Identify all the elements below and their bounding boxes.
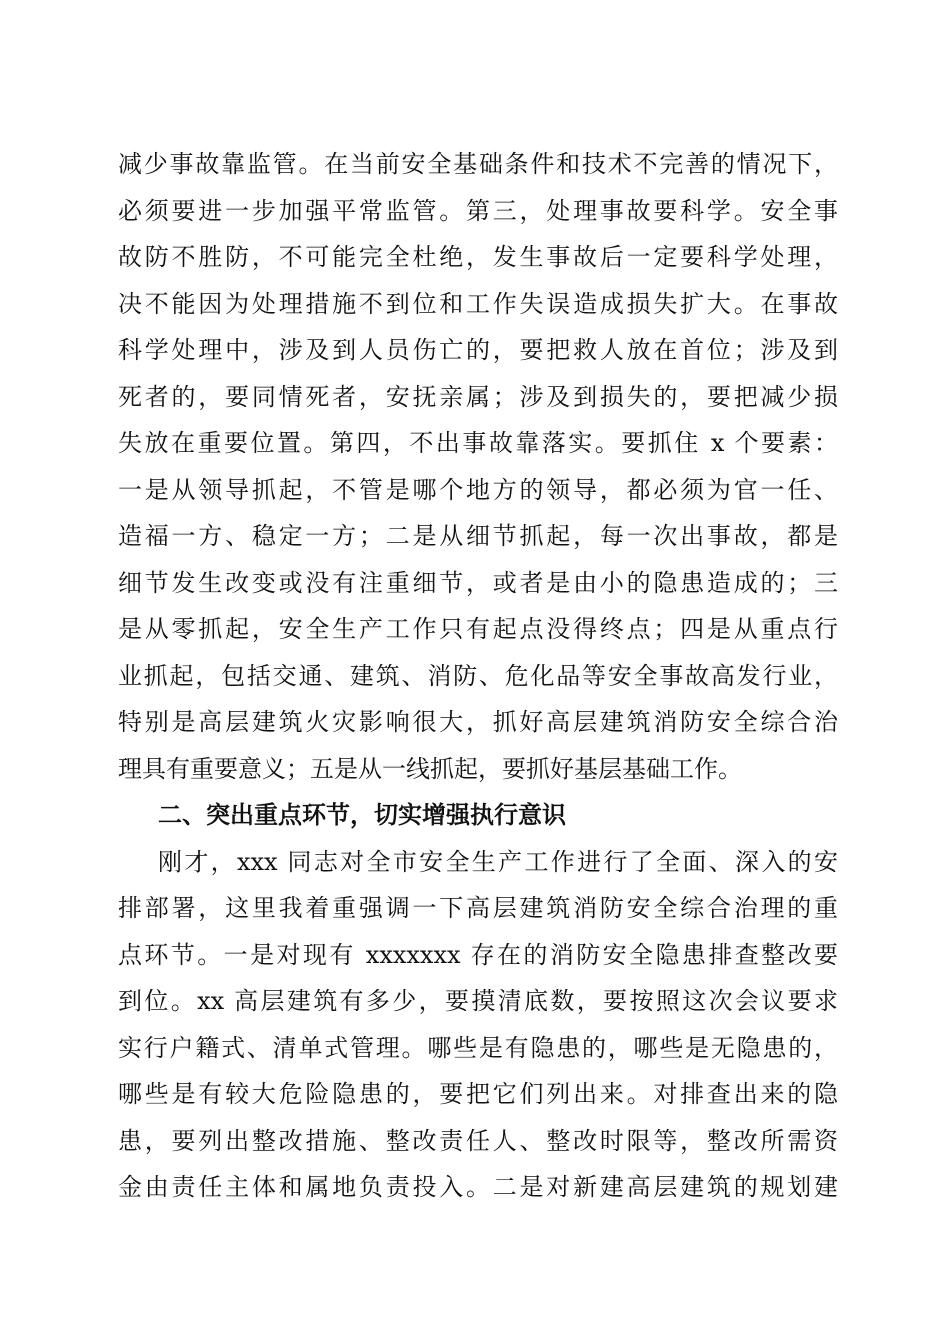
body-line: 决不能因为处理措施不到位和工作失误造成损失扩大。在事故: [118, 289, 838, 318]
body-line: 特别是高层建筑火灾影响很大，抓好高层建筑消防安全综合治: [118, 708, 838, 736]
body-line: 减少事故靠监管。在当前安全基础条件和技术不完善的情况下，: [118, 150, 838, 178]
body-line: 故防不胜防，不可能完全杜绝，发生事故后一定要科学处理，: [118, 243, 838, 271]
body-line: 金由责任主体和属地负责投入。二是对新建高层建筑的规划建: [118, 1173, 838, 1201]
body-line: 患，要列出整改措施、整改责任人、整改时限等，整改所需资: [118, 1126, 838, 1155]
body-line: 到位。xx 高层建筑有多少，要摸清底数，要按照这次会议要求: [118, 987, 838, 1015]
body-line: 细节发生改变或没有注重细节，或者是由小的隐患造成的；三: [118, 568, 838, 597]
body-line: 死者的，要同情死者，安抚亲属；涉及到损失的，要把减少损: [118, 382, 838, 411]
body-line: 实行户籍式、清单式管理。哪些是有隐患的，哪些是无隐患的，: [118, 1033, 838, 1062]
section-heading: 二、突出重点环节，切实增强执行意识: [158, 801, 566, 829]
body-line: 哪些是有较大危险隐患的，要把它们列出来。对排查出来的隐: [118, 1080, 838, 1108]
body-line: 刚才，xxx 同志对全市安全生产工作进行了全面、深入的安: [158, 847, 838, 876]
body-line: 造福一方、稳定一方；二是从细节抓起，每一次出事故，都是: [118, 522, 838, 550]
body-line: 必须要进一步加强平常监管。第三，处理事故要科学。安全事: [118, 196, 838, 225]
body-line: 科学处理中，涉及到人员伤亡的，要把救人放在首位；涉及到: [118, 336, 838, 364]
body-line: 理具有重要意义；五是从一线抓起，要抓好基层基础工作。: [118, 754, 742, 783]
body-line: 点环节。一是对现有 xxxxxxx 存在的消防安全隐患排查整改要: [118, 940, 838, 969]
body-line: 业抓起，包括交通、建筑、消防、危化品等安全事故高发行业，: [118, 661, 838, 690]
body-line: 排部署，这里我着重强调一下高层建筑消防安全综合治理的重: [118, 894, 838, 922]
body-line: 失放在重要位置。第四，不出事故靠落实。要抓住 x 个要素：: [118, 429, 838, 457]
body-line: 是从零抓起，安全生产工作只有起点没得终点；四是从重点行: [118, 615, 838, 643]
document-body: [118, 141, 838, 1211]
body-line: 一是从领导抓起，不管是哪个地方的领导，都必须为官一任、: [118, 475, 838, 504]
